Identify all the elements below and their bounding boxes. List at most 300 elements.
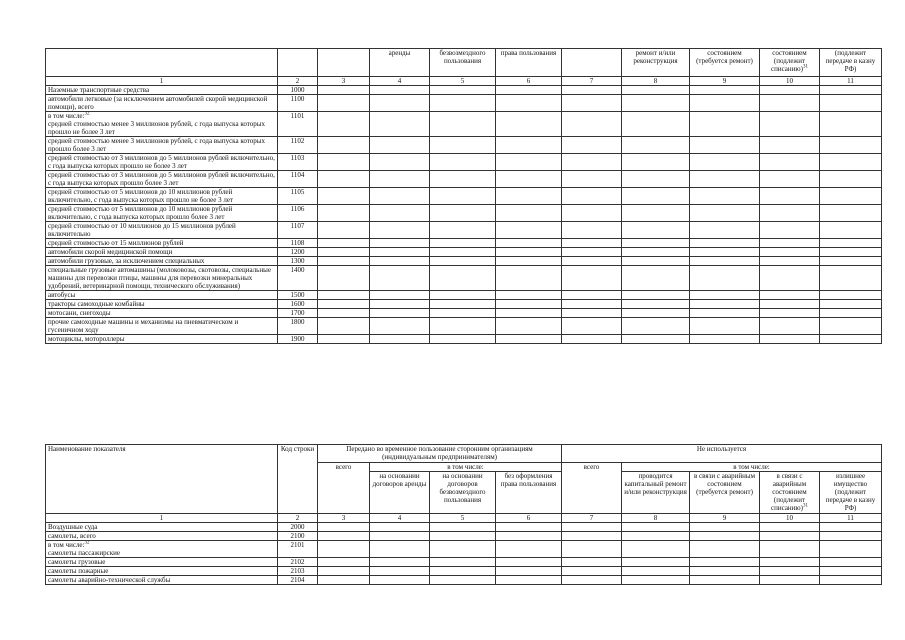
- value-cell[interactable]: [760, 205, 820, 222]
- value-cell[interactable]: [690, 222, 760, 239]
- value-cell[interactable]: [622, 171, 690, 188]
- value-cell[interactable]: [430, 137, 496, 154]
- value-cell[interactable]: [496, 222, 562, 239]
- table-row: [46, 188, 882, 205]
- value-cell[interactable]: [318, 576, 370, 585]
- table-row: [46, 257, 882, 266]
- table-row: [46, 222, 882, 239]
- value-cell[interactable]: [496, 576, 562, 585]
- value-cell[interactable]: [370, 154, 430, 171]
- value-cell[interactable]: [430, 541, 496, 558]
- value-cell[interactable]: [760, 335, 820, 344]
- header-col5: безвозмездного пользования: [430, 49, 496, 77]
- row-name: самолеты, всего: [48, 532, 96, 540]
- value-cell[interactable]: [430, 567, 496, 576]
- value-cell[interactable]: [690, 248, 760, 257]
- value-cell[interactable]: [760, 576, 820, 585]
- value-cell[interactable]: [430, 300, 496, 309]
- value-cell[interactable]: [622, 112, 690, 137]
- value-cell[interactable]: [430, 171, 496, 188]
- row-name-cell: [46, 335, 278, 344]
- value-cell[interactable]: [690, 558, 760, 567]
- value-cell[interactable]: [496, 532, 562, 541]
- value-cell[interactable]: [370, 137, 430, 154]
- value-cell[interactable]: [690, 523, 760, 532]
- bottom-header-row-1: [46, 445, 882, 463]
- row-code-cell: 2103: [278, 567, 318, 576]
- value-cell[interactable]: [622, 335, 690, 344]
- value-cell[interactable]: [318, 95, 370, 112]
- value-cell[interactable]: [562, 309, 622, 318]
- value-cell[interactable]: [318, 205, 370, 222]
- top-form-table: [45, 48, 882, 344]
- row-name: автомобили легковые (за исключением автомобилей скорой медицинской помощи), всего: [48, 95, 268, 111]
- row-name: специальные грузовые автомашины (молоковозы, скотовозы, специальные машины для перевозки птицы, машины для перевозки минеральных удобрений, ветеринарной помощи, технического обслуживания): [48, 266, 271, 290]
- row-code-cell: 1700: [278, 309, 318, 318]
- row-prefix: в том числе:: [48, 112, 85, 120]
- top-header-row: [46, 49, 882, 77]
- row-name: самолеты грузовые: [48, 558, 106, 566]
- table-row: [46, 523, 882, 532]
- value-cell[interactable]: [496, 95, 562, 112]
- value-cell[interactable]: [318, 154, 370, 171]
- value-cell[interactable]: [430, 335, 496, 344]
- value-cell[interactable]: [760, 558, 820, 567]
- row-code-cell: 1102: [278, 137, 318, 154]
- value-cell[interactable]: [562, 532, 622, 541]
- value-cell[interactable]: [562, 558, 622, 567]
- row-code-cell: 1300: [278, 257, 318, 266]
- value-cell[interactable]: [622, 86, 690, 95]
- value-cell[interactable]: [760, 266, 820, 291]
- value-cell[interactable]: [496, 318, 562, 335]
- value-cell[interactable]: [820, 567, 882, 576]
- value-cell[interactable]: [430, 154, 496, 171]
- row-name: средней стоимостью от 3 миллионов до 5 миллионов рублей включительно, с года выпуска которых прошло более 3 лет: [48, 171, 275, 187]
- value-cell[interactable]: [430, 532, 496, 541]
- value-cell[interactable]: [690, 239, 760, 248]
- value-cell[interactable]: [370, 222, 430, 239]
- value-cell[interactable]: [562, 300, 622, 309]
- value-cell[interactable]: [760, 300, 820, 309]
- value-cell[interactable]: [370, 300, 430, 309]
- value-cell[interactable]: [690, 266, 760, 291]
- value-cell[interactable]: [370, 567, 430, 576]
- value-cell[interactable]: [370, 248, 430, 257]
- header-col10: [760, 472, 820, 514]
- row-name-cell: [46, 567, 278, 576]
- row-code-cell: 1900: [278, 335, 318, 344]
- value-cell[interactable]: [622, 576, 690, 585]
- value-cell[interactable]: [318, 309, 370, 318]
- value-cell[interactable]: [496, 558, 562, 567]
- value-cell[interactable]: [430, 291, 496, 300]
- row-name-cell: [46, 309, 278, 318]
- value-cell[interactable]: [430, 257, 496, 266]
- value-cell[interactable]: [760, 188, 820, 205]
- value-cell[interactable]: [370, 205, 430, 222]
- value-cell[interactable]: [430, 222, 496, 239]
- value-cell[interactable]: [562, 541, 622, 558]
- value-cell[interactable]: [820, 335, 882, 344]
- value-cell[interactable]: [496, 567, 562, 576]
- value-cell[interactable]: [430, 205, 496, 222]
- row-name-cell: [46, 300, 278, 309]
- value-cell[interactable]: [820, 205, 882, 222]
- value-cell[interactable]: [562, 239, 622, 248]
- value-cell[interactable]: [820, 257, 882, 266]
- column-number-cell: 9: [690, 77, 760, 86]
- value-cell[interactable]: [318, 239, 370, 248]
- value-cell[interactable]: [430, 188, 496, 205]
- value-cell[interactable]: [562, 137, 622, 154]
- row-name: самолеты аварийно-технической службы: [48, 576, 171, 584]
- row-name-cell: [46, 291, 278, 300]
- value-cell[interactable]: [690, 309, 760, 318]
- value-cell[interactable]: [690, 154, 760, 171]
- value-cell[interactable]: [562, 257, 622, 266]
- value-cell[interactable]: [690, 86, 760, 95]
- table-row: [46, 248, 882, 257]
- value-cell[interactable]: [430, 523, 496, 532]
- value-cell[interactable]: [562, 222, 622, 239]
- row-code-cell: 1101: [278, 112, 318, 137]
- value-cell[interactable]: [622, 567, 690, 576]
- row-code-cell: 1105: [278, 188, 318, 205]
- value-cell[interactable]: [760, 239, 820, 248]
- value-cell[interactable]: [622, 300, 690, 309]
- value-cell[interactable]: [760, 154, 820, 171]
- value-cell[interactable]: [622, 257, 690, 266]
- value-cell[interactable]: [496, 257, 562, 266]
- footnote-ref: 31: [802, 503, 808, 509]
- value-cell[interactable]: [760, 112, 820, 137]
- value-cell[interactable]: [370, 112, 430, 137]
- value-cell[interactable]: [622, 266, 690, 291]
- row-name: средней стоимостью от 5 миллионов до 10 миллионов рублей включительно, с года выпуска которых прошло не более 3 лет: [48, 188, 234, 204]
- column-number-cell: 3: [318, 77, 370, 86]
- value-cell[interactable]: [370, 541, 430, 558]
- value-cell[interactable]: [622, 309, 690, 318]
- value-cell[interactable]: [318, 318, 370, 335]
- value-cell[interactable]: [318, 291, 370, 300]
- value-cell[interactable]: [370, 86, 430, 95]
- value-cell[interactable]: [370, 576, 430, 585]
- value-cell[interactable]: [496, 523, 562, 532]
- value-cell[interactable]: [370, 188, 430, 205]
- value-cell[interactable]: [760, 523, 820, 532]
- value-cell[interactable]: [690, 532, 760, 541]
- value-cell[interactable]: [820, 112, 882, 137]
- value-cell[interactable]: [820, 188, 882, 205]
- header-col6: права пользования: [496, 49, 562, 77]
- value-cell[interactable]: [496, 154, 562, 171]
- value-cell[interactable]: [760, 137, 820, 154]
- column-number-cell: 5: [430, 514, 496, 523]
- value-cell[interactable]: [318, 222, 370, 239]
- value-cell[interactable]: [622, 222, 690, 239]
- row-code-cell: 2104: [278, 576, 318, 585]
- value-cell[interactable]: [820, 532, 882, 541]
- value-cell[interactable]: [318, 266, 370, 291]
- value-cell[interactable]: [622, 239, 690, 248]
- value-cell[interactable]: [820, 248, 882, 257]
- value-cell[interactable]: [690, 300, 760, 309]
- value-cell[interactable]: [690, 95, 760, 112]
- value-cell[interactable]: [820, 137, 882, 154]
- value-cell[interactable]: [496, 239, 562, 248]
- value-cell[interactable]: [760, 541, 820, 558]
- table-row: [46, 532, 882, 541]
- value-cell[interactable]: [496, 188, 562, 205]
- value-cell[interactable]: [760, 171, 820, 188]
- value-cell[interactable]: [562, 318, 622, 335]
- value-cell[interactable]: [820, 154, 882, 171]
- value-cell[interactable]: [562, 291, 622, 300]
- value-cell[interactable]: [496, 137, 562, 154]
- row-name-cell: [46, 205, 278, 222]
- value-cell[interactable]: [318, 335, 370, 344]
- value-cell[interactable]: [820, 541, 882, 558]
- value-cell[interactable]: [562, 523, 622, 532]
- value-cell[interactable]: [562, 171, 622, 188]
- value-cell[interactable]: [370, 318, 430, 335]
- value-cell[interactable]: [760, 95, 820, 112]
- header-cell-empty: [46, 49, 278, 77]
- header-cell-empty: [562, 49, 622, 77]
- row-name: средней стоимостью от 15 миллионов рублей: [48, 239, 184, 247]
- footnote-ref: 32: [84, 540, 90, 546]
- column-number-cell: 1: [46, 514, 278, 523]
- value-cell[interactable]: [622, 291, 690, 300]
- value-cell[interactable]: [622, 188, 690, 205]
- value-cell[interactable]: [370, 257, 430, 266]
- value-cell[interactable]: [430, 309, 496, 318]
- value-cell[interactable]: [690, 567, 760, 576]
- column-number-cell: 8: [622, 77, 690, 86]
- value-cell[interactable]: [820, 291, 882, 300]
- value-cell[interactable]: [430, 239, 496, 248]
- value-cell[interactable]: [820, 300, 882, 309]
- value-cell[interactable]: [430, 86, 496, 95]
- row-name: мотосани, снегоходы: [48, 309, 111, 317]
- value-cell[interactable]: [622, 95, 690, 112]
- value-cell[interactable]: [318, 248, 370, 257]
- value-cell[interactable]: [820, 222, 882, 239]
- value-cell[interactable]: [690, 318, 760, 335]
- header-col6: без оформления права пользования: [496, 472, 562, 514]
- value-cell[interactable]: [430, 266, 496, 291]
- table-row: [46, 567, 882, 576]
- value-cell[interactable]: [562, 188, 622, 205]
- value-cell[interactable]: [496, 86, 562, 95]
- value-cell[interactable]: [622, 541, 690, 558]
- value-cell[interactable]: [562, 576, 622, 585]
- column-number-cell: 3: [318, 514, 370, 523]
- column-number-cell: 9: [690, 514, 760, 523]
- footnote-ref: 32: [84, 111, 90, 117]
- row-name-cell: [46, 523, 278, 532]
- value-cell[interactable]: [370, 171, 430, 188]
- value-cell[interactable]: [820, 318, 882, 335]
- value-cell[interactable]: [690, 335, 760, 344]
- value-cell[interactable]: [820, 86, 882, 95]
- value-cell[interactable]: [760, 318, 820, 335]
- value-cell[interactable]: [562, 335, 622, 344]
- column-number-cell: 11: [820, 514, 882, 523]
- header-col8: ремонт и/или реконструкция: [622, 49, 690, 77]
- row-code-cell: 1000: [278, 86, 318, 95]
- column-number-cell: 4: [370, 77, 430, 86]
- row-name: Наземные транспортные средства: [48, 86, 150, 94]
- value-cell[interactable]: [318, 532, 370, 541]
- value-cell[interactable]: [760, 257, 820, 266]
- value-cell[interactable]: [690, 541, 760, 558]
- value-cell[interactable]: [562, 154, 622, 171]
- value-cell[interactable]: [370, 95, 430, 112]
- row-code-cell: 1100: [278, 95, 318, 112]
- value-cell[interactable]: [370, 532, 430, 541]
- header-col9: состоянием (требуется ремонт): [690, 49, 760, 77]
- value-cell[interactable]: [622, 205, 690, 222]
- value-cell[interactable]: [496, 541, 562, 558]
- value-cell[interactable]: [318, 137, 370, 154]
- column-number-cell: 4: [370, 514, 430, 523]
- value-cell[interactable]: [820, 171, 882, 188]
- total-right-header: всего: [562, 463, 622, 514]
- value-cell[interactable]: [370, 523, 430, 532]
- value-cell[interactable]: [318, 171, 370, 188]
- value-cell[interactable]: [690, 291, 760, 300]
- value-cell[interactable]: [622, 137, 690, 154]
- value-cell[interactable]: [318, 567, 370, 576]
- value-cell[interactable]: [496, 112, 562, 137]
- value-cell[interactable]: [370, 239, 430, 248]
- value-cell[interactable]: [496, 248, 562, 257]
- row-code-cell: 1400: [278, 266, 318, 291]
- value-cell[interactable]: [370, 558, 430, 567]
- value-cell[interactable]: [370, 266, 430, 291]
- value-cell[interactable]: [760, 567, 820, 576]
- value-cell[interactable]: [318, 300, 370, 309]
- column-number-cell: 6: [496, 514, 562, 523]
- value-cell[interactable]: [496, 335, 562, 344]
- value-cell[interactable]: [760, 291, 820, 300]
- value-cell[interactable]: [318, 541, 370, 558]
- row-name: автомобили грузовые, за исключением специальных: [48, 257, 205, 265]
- value-cell[interactable]: [622, 248, 690, 257]
- header-cell-empty: [318, 49, 370, 77]
- value-cell[interactable]: [820, 558, 882, 567]
- value-cell[interactable]: [496, 300, 562, 309]
- value-cell[interactable]: [820, 523, 882, 532]
- value-cell[interactable]: [562, 95, 622, 112]
- value-cell[interactable]: [496, 266, 562, 291]
- value-cell[interactable]: [690, 137, 760, 154]
- value-cell[interactable]: [318, 112, 370, 137]
- value-cell[interactable]: [562, 86, 622, 95]
- value-cell[interactable]: [760, 86, 820, 95]
- row-name: средней стоимостью от 10 миллионов до 15 миллионов рублей включительно: [48, 222, 236, 238]
- value-cell[interactable]: [690, 112, 760, 137]
- value-cell[interactable]: [370, 309, 430, 318]
- value-cell[interactable]: [496, 291, 562, 300]
- value-cell[interactable]: [562, 112, 622, 137]
- row-name: средней стоимостью менее 3 миллионов рублей, с года выпуска которых прошло более 3 лет: [48, 137, 265, 153]
- column-number-row: [46, 77, 882, 86]
- value-cell[interactable]: [690, 576, 760, 585]
- value-cell[interactable]: [318, 188, 370, 205]
- value-cell[interactable]: [562, 567, 622, 576]
- value-cell[interactable]: [622, 558, 690, 567]
- value-cell[interactable]: [430, 112, 496, 137]
- row-name-cell: [46, 86, 278, 95]
- value-cell[interactable]: [690, 171, 760, 188]
- value-cell[interactable]: [430, 558, 496, 567]
- value-cell[interactable]: [622, 532, 690, 541]
- column-number-cell: 2: [278, 77, 318, 86]
- including-right-header: в том числе:: [622, 463, 882, 472]
- row-name: самолеты пассажирские: [48, 549, 120, 557]
- value-cell[interactable]: [318, 523, 370, 532]
- value-cell[interactable]: [622, 523, 690, 532]
- value-cell[interactable]: [562, 248, 622, 257]
- value-cell[interactable]: [496, 171, 562, 188]
- value-cell[interactable]: [430, 95, 496, 112]
- value-cell[interactable]: [496, 205, 562, 222]
- value-cell[interactable]: [820, 576, 882, 585]
- row-name-cell: [46, 239, 278, 248]
- row-prefix: в том числе:: [48, 541, 85, 549]
- value-cell[interactable]: [820, 266, 882, 291]
- row-code-cell: 2100: [278, 532, 318, 541]
- value-cell[interactable]: [318, 257, 370, 266]
- value-cell[interactable]: [690, 257, 760, 266]
- value-cell[interactable]: [496, 309, 562, 318]
- value-cell[interactable]: [318, 558, 370, 567]
- value-cell[interactable]: [562, 205, 622, 222]
- value-cell[interactable]: [430, 576, 496, 585]
- header-col4: на основании договоров аренды: [370, 472, 430, 514]
- value-cell[interactable]: [370, 335, 430, 344]
- table-row: [46, 239, 882, 248]
- value-cell[interactable]: [820, 309, 882, 318]
- value-cell[interactable]: [690, 205, 760, 222]
- table-row: [46, 266, 882, 291]
- value-cell[interactable]: [760, 222, 820, 239]
- value-cell[interactable]: [430, 318, 496, 335]
- value-cell[interactable]: [820, 239, 882, 248]
- column-number-row: [46, 514, 882, 523]
- header-col11: излишнее имущество (подлежит передаче в казну РФ): [820, 472, 882, 514]
- value-cell[interactable]: [370, 291, 430, 300]
- value-cell[interactable]: [430, 248, 496, 257]
- value-cell[interactable]: [622, 318, 690, 335]
- value-cell[interactable]: [318, 86, 370, 95]
- table-row: [46, 318, 882, 335]
- value-cell[interactable]: [562, 266, 622, 291]
- row-name-cell: [46, 222, 278, 239]
- value-cell[interactable]: [760, 248, 820, 257]
- value-cell[interactable]: [622, 154, 690, 171]
- value-cell[interactable]: [820, 95, 882, 112]
- value-cell[interactable]: [760, 309, 820, 318]
- value-cell[interactable]: [760, 532, 820, 541]
- row-name: средней стоимостью от 5 миллионов до 10 миллионов рублей включительно, с года выпуска которых прошло более 3 лет: [48, 205, 233, 221]
- row-code-cell: 2102: [278, 558, 318, 567]
- value-cell[interactable]: [690, 188, 760, 205]
- table-row: [46, 205, 882, 222]
